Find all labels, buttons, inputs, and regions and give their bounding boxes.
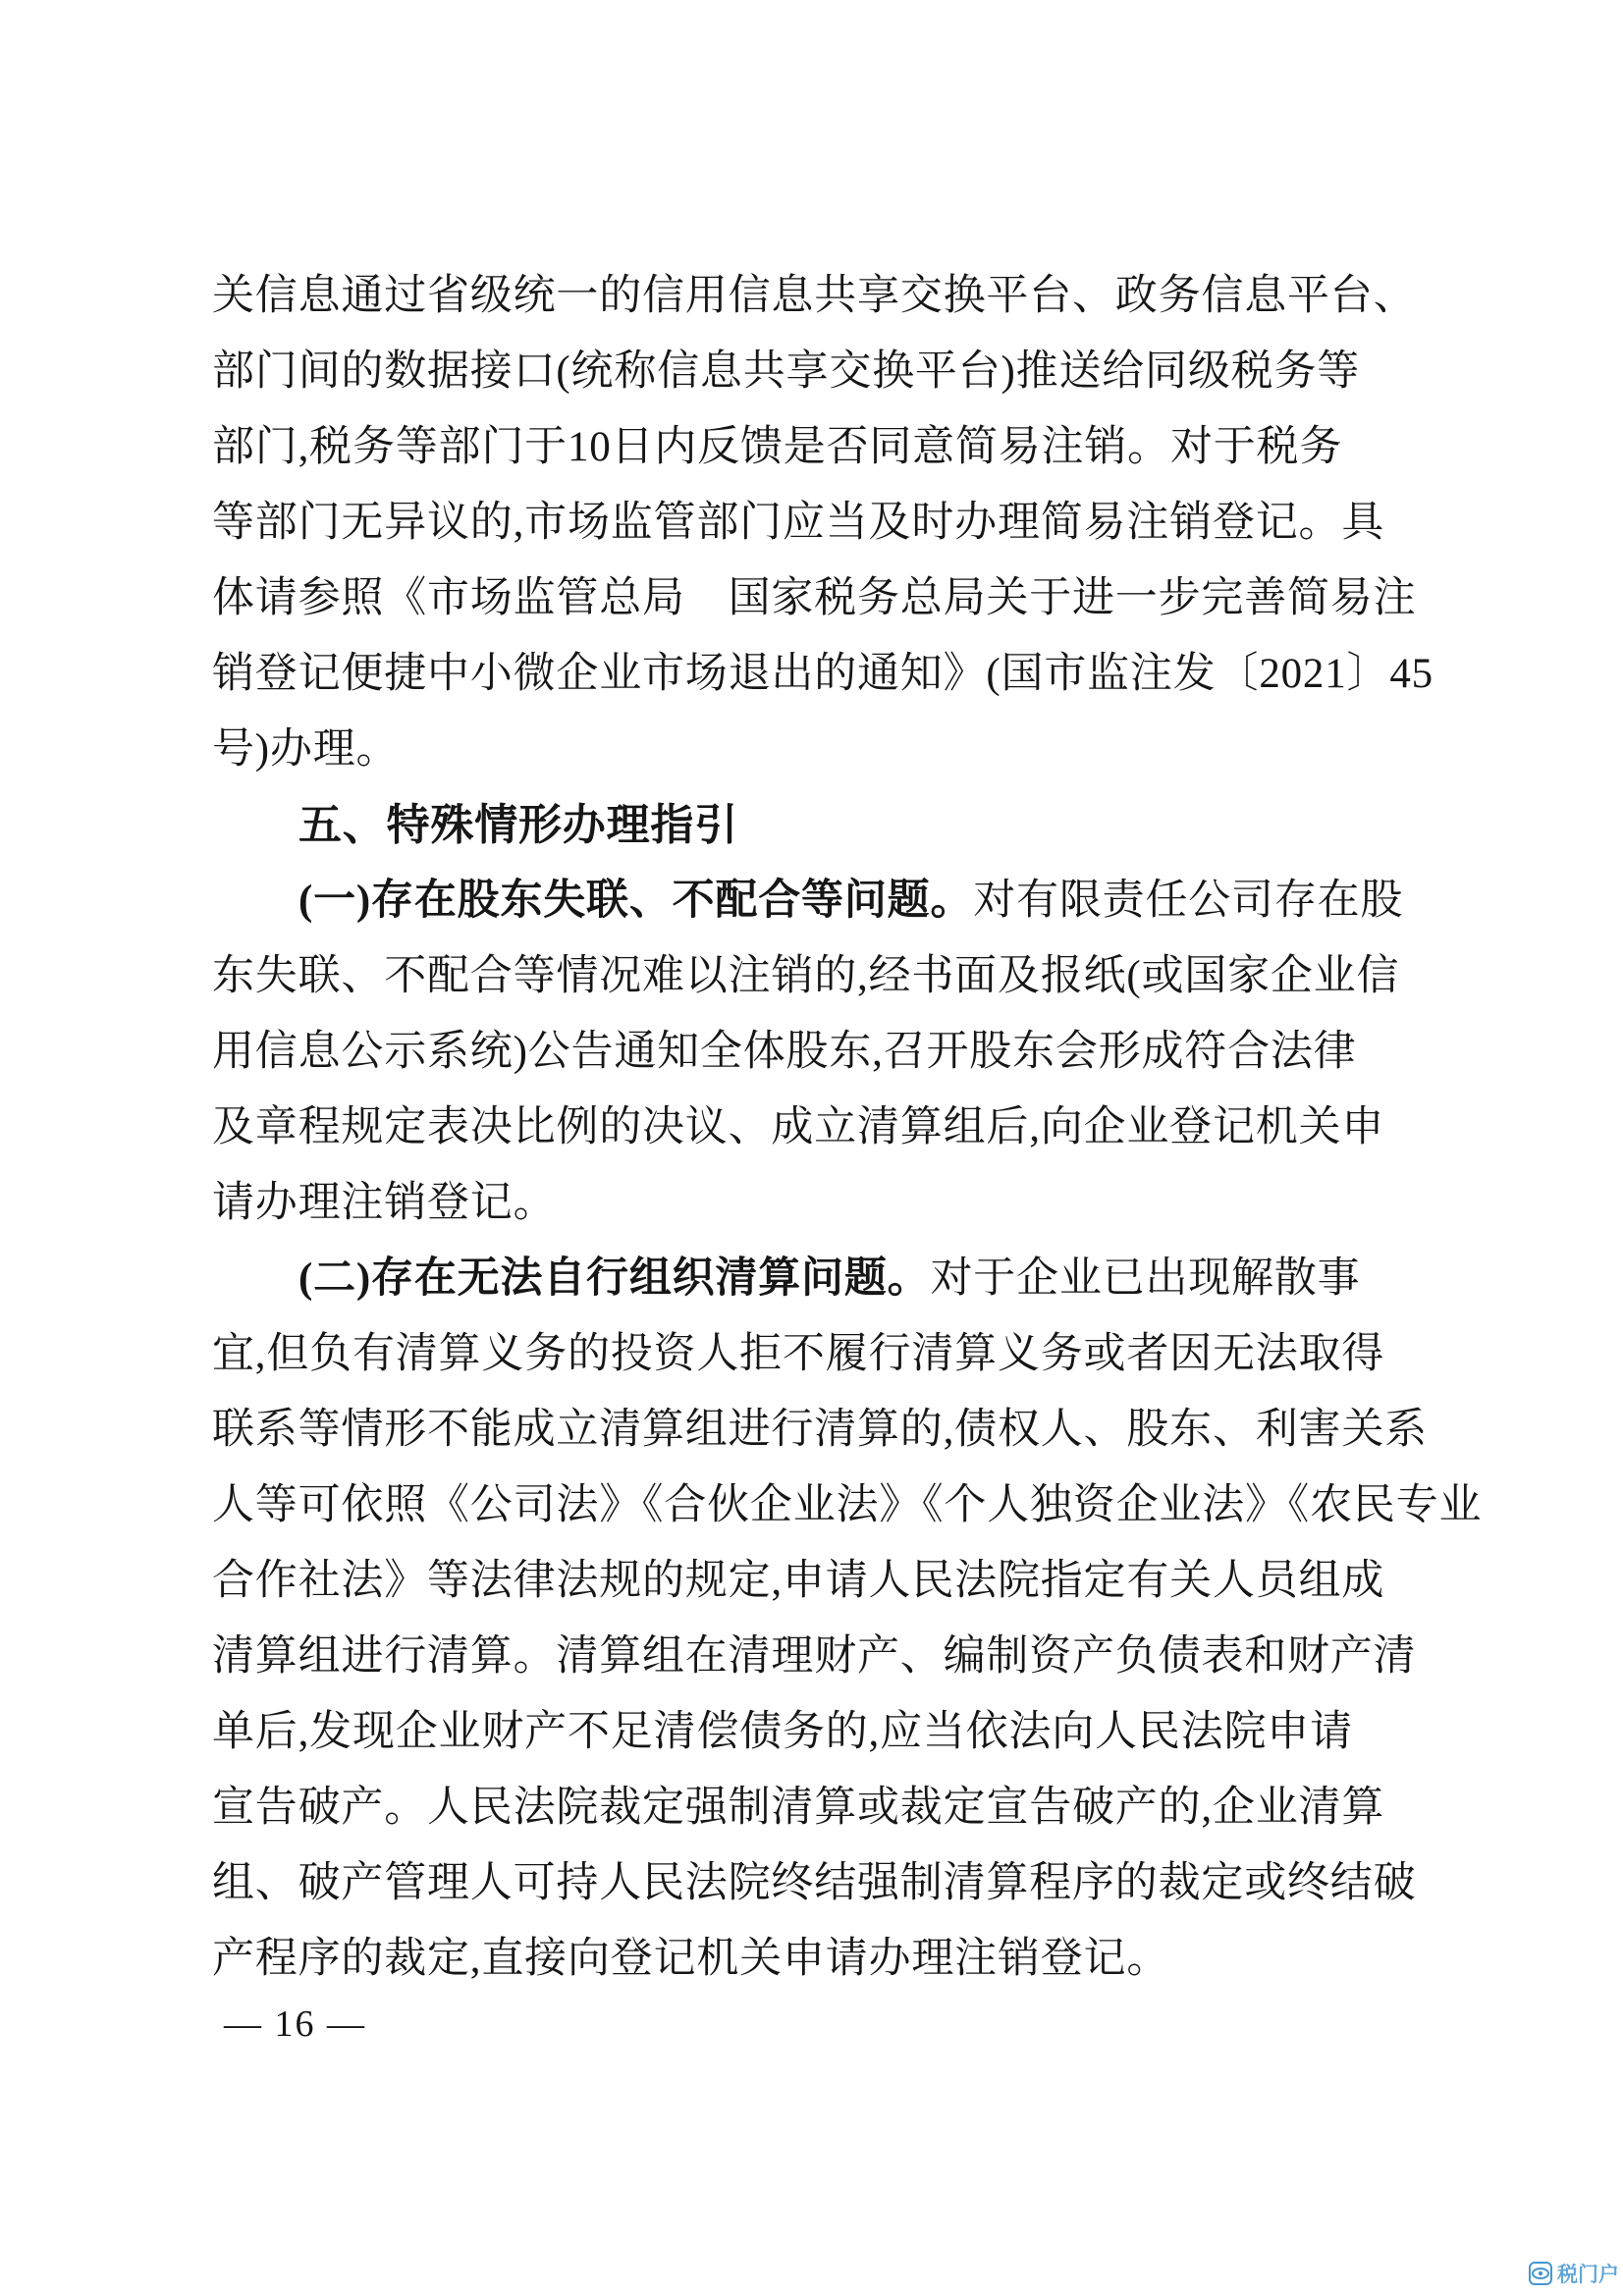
emphasis-run: (一)存在股东失联、不配合等问题。 xyxy=(298,878,974,924)
text-run: 对有限责任公司存在股 xyxy=(973,878,1404,924)
section-heading xyxy=(212,787,1459,863)
text-line xyxy=(212,1921,1459,1997)
text-run: 及章程规定表决比例的决议、成立清算组后,向企业登记机关申 xyxy=(212,1104,1385,1150)
text-run: 部门,税务等部门于10日内反馈是否同意简易注销。对于税务 xyxy=(212,424,1343,470)
text-run: 请办理注销登记。 xyxy=(212,1180,557,1226)
text-line xyxy=(212,1090,1459,1165)
text-run: 单后,发现企业财产不足清偿债务的,应当依法向人民法院申请 xyxy=(212,1709,1353,1755)
text-run: 宣告破产。人民法院裁定强制清算或裁定宣告破产的,企业清算 xyxy=(212,1785,1385,1831)
text-run: 人等可依照《公司法》《合伙企业法》《个人独资企业法》《农民专业 xyxy=(212,1482,1483,1528)
text-block xyxy=(212,258,1483,1997)
emphasis-run: 五、特殊情形办理指引 xyxy=(298,801,738,849)
text-line xyxy=(212,1165,1459,1241)
text-line xyxy=(212,1619,1459,1694)
text-line xyxy=(212,1316,1459,1392)
text-run: 合作社法》等法律法规的规定,申请人民法院指定有关人员组成 xyxy=(212,1558,1385,1604)
watermark-eye-icon xyxy=(1529,2262,1552,2285)
text-run: 清算组进行清算。清算组在清理财产、编制资产负债表和财产清 xyxy=(212,1633,1417,1680)
text-run: 联系等情形不能成立清算组进行清算的,债权人、股东、利害关系 xyxy=(212,1407,1428,1453)
text-line xyxy=(212,636,1459,712)
text-run: 销登记便捷中小微企业市场退出的通知》(国市监注发〔2021〕45 xyxy=(212,651,1434,697)
text-line xyxy=(212,938,1459,1014)
text-line xyxy=(212,712,1459,787)
text-line xyxy=(212,1694,1459,1770)
text-run: 部门间的数据接口(统称信息共享交换平台)推送给同级税务等 xyxy=(212,348,1361,395)
text-line xyxy=(212,485,1459,561)
text-run: 宜,但负有清算义务的投资人拒不履行清算义务或者因无法取得 xyxy=(212,1331,1385,1377)
text-line xyxy=(212,334,1459,409)
watermark xyxy=(1529,2259,1619,2288)
text-line xyxy=(212,1241,1459,1316)
text-run: 东失联、不配合等情况难以注销的,经书面及报纸(或国家企业信 xyxy=(212,953,1400,999)
text-run: 产程序的裁定,直接向登记机关申请办理注销登记。 xyxy=(212,1936,1170,1982)
text-run: 等部门无异议的,市场监管部门应当及时办理简易注销登记。具 xyxy=(212,500,1385,546)
text-line xyxy=(212,1845,1459,1921)
text-line xyxy=(212,1543,1459,1619)
text-run: 用信息公示系统)公告通知全体股东,召开股东会形成符合法律 xyxy=(212,1029,1357,1075)
text-run: 号)办理。 xyxy=(212,726,400,773)
text-line xyxy=(212,1770,1459,1845)
text-line xyxy=(212,409,1459,485)
text-run: 体请参照《市场监管总局 国家税务总局关于进一步完善简易注 xyxy=(212,575,1417,621)
text-line xyxy=(212,258,1459,334)
page-number: — 16 — xyxy=(224,2003,366,2045)
text-line xyxy=(212,561,1459,636)
text-line xyxy=(212,1468,1483,1543)
text-line xyxy=(212,1014,1459,1090)
text-line xyxy=(212,863,1459,938)
text-run: 对于企业已出现解散事 xyxy=(930,1255,1361,1302)
watermark-label: 税门户 xyxy=(1557,2264,1619,2286)
text-run: 关信息通过省级统一的信用信息共享交换平台、政务信息平台、 xyxy=(212,273,1417,319)
emphasis-run: (二)存在无法自行组织清算问题。 xyxy=(298,1255,931,1302)
text-run: 组、破产管理人可持人民法院终结强制清算程序的裁定或终结破 xyxy=(212,1860,1417,1906)
text-line xyxy=(212,1392,1459,1468)
